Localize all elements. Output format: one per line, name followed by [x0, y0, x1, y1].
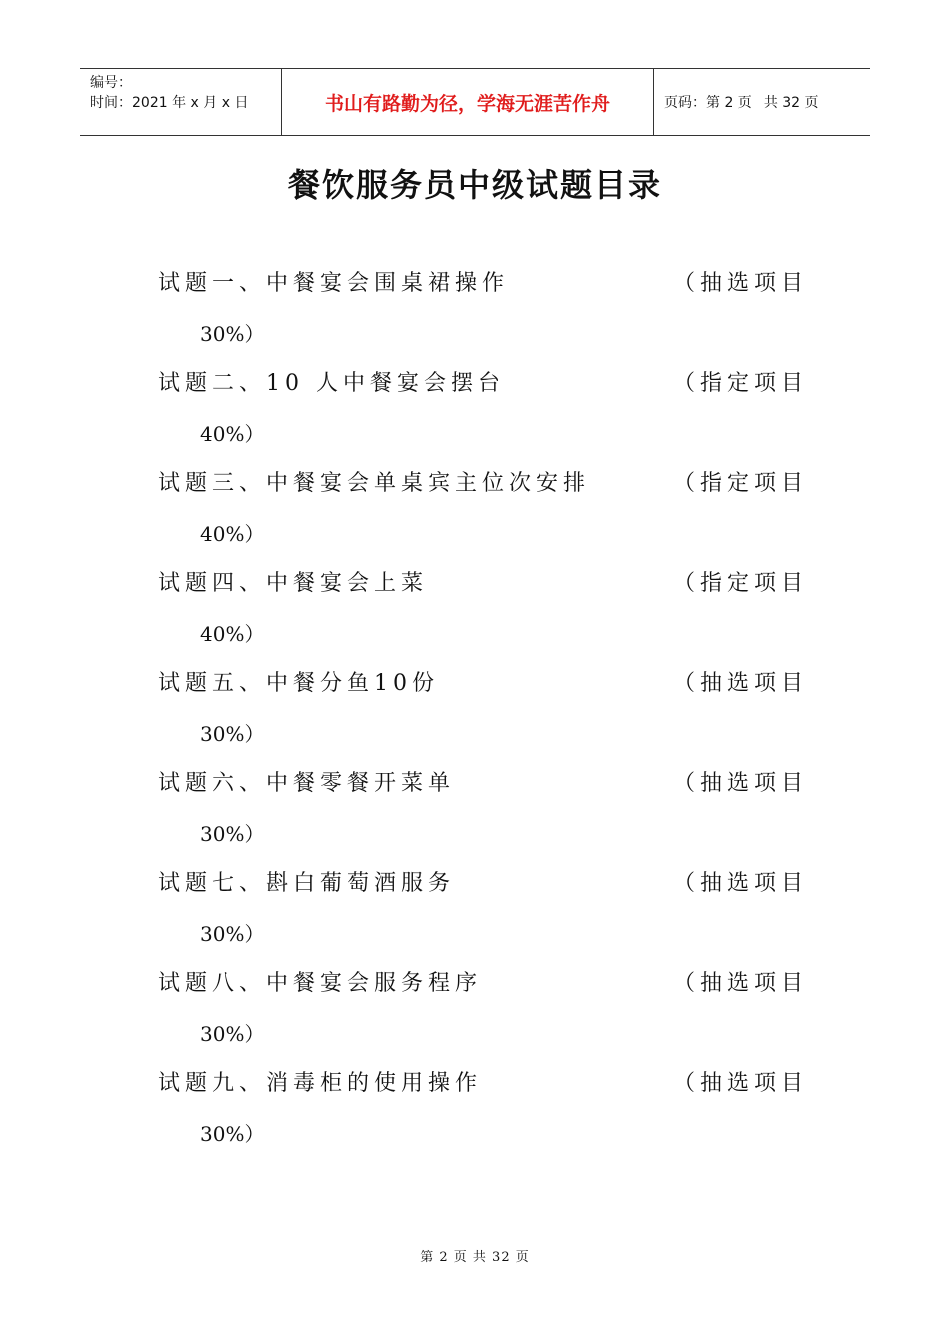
header-meta — [80, 69, 282, 135]
toc-entry-type: （抽选项目 — [672, 1071, 808, 1096]
document-number-label: 编号： — [90, 75, 132, 91]
toc-entry-type: （指定项目 — [672, 571, 808, 596]
toc-entry-percent: 40%） — [200, 422, 265, 446]
page-footer: 第 2 页 共 32 页 — [420, 1250, 530, 1265]
toc-entry[interactable] — [158, 564, 808, 664]
toc-entry[interactable] — [158, 764, 808, 864]
toc-entry-type: （指定项目 — [672, 371, 808, 396]
toc-entry-percent: 30%） — [200, 1022, 265, 1046]
toc-entry-title: 试题七、斟白葡萄酒服务 — [158, 871, 456, 896]
toc-entry-type: （抽选项目 — [672, 671, 808, 696]
header-motto: 书山有路勤为径，学海无涯苦作舟 — [282, 69, 654, 135]
toc-entry-title: 试题九、消毒柜的使用操作 — [158, 1071, 483, 1096]
toc-entry-title: 试题三、中餐宴会单桌宾主位次安排 — [158, 471, 591, 496]
toc-entry-percent: 30%） — [200, 822, 265, 846]
table-of-contents — [158, 264, 808, 1164]
toc-entry-percent: 30%） — [200, 1122, 265, 1146]
toc-entry-title: 试题一、中餐宴会围桌裙操作 — [158, 271, 510, 296]
document-date-label: 时间：2021 年 x 月 x 日 — [90, 95, 249, 111]
toc-entry-percent: 30%） — [200, 322, 265, 346]
toc-entry[interactable] — [158, 364, 808, 464]
header-page-number: 页码：第 2 页 — [664, 95, 752, 111]
toc-entry-type: （抽选项目 — [672, 971, 808, 996]
header-total-pages: 共 32 页 — [763, 95, 819, 111]
toc-entry-percent: 30%） — [200, 722, 265, 746]
toc-entry-title: 试题六、中餐零餐开菜单 — [158, 771, 456, 796]
toc-entry-type: （抽选项目 — [672, 771, 808, 796]
toc-entry[interactable] — [158, 464, 808, 564]
toc-entry-title: 试题八、中餐宴会服务程序 — [158, 971, 483, 996]
toc-entry-type: （抽选项目 — [672, 271, 808, 296]
toc-entry[interactable] — [158, 964, 808, 1064]
toc-entry[interactable] — [158, 864, 808, 964]
toc-entry-title: 试题五、中餐分鱼10份 — [158, 671, 439, 696]
toc-entry-type: （抽选项目 — [672, 871, 808, 896]
toc-entry[interactable] — [158, 664, 808, 764]
toc-entry-title: 试题四、中餐宴会上菜 — [158, 571, 429, 596]
page-header — [80, 68, 870, 136]
toc-entry[interactable] — [158, 1064, 808, 1164]
header-page-info — [654, 69, 870, 135]
toc-entry-type: （指定项目 — [672, 471, 808, 496]
toc-entry-title: 试题二、10 人中餐宴会摆台 — [158, 371, 505, 396]
document-title: 餐饮服务员中级试题目录 — [287, 166, 662, 204]
toc-entry-percent: 30%） — [200, 922, 265, 946]
toc-entry-percent: 40%） — [200, 522, 265, 546]
toc-entry[interactable] — [158, 264, 808, 364]
toc-entry-percent: 40%） — [200, 622, 265, 646]
